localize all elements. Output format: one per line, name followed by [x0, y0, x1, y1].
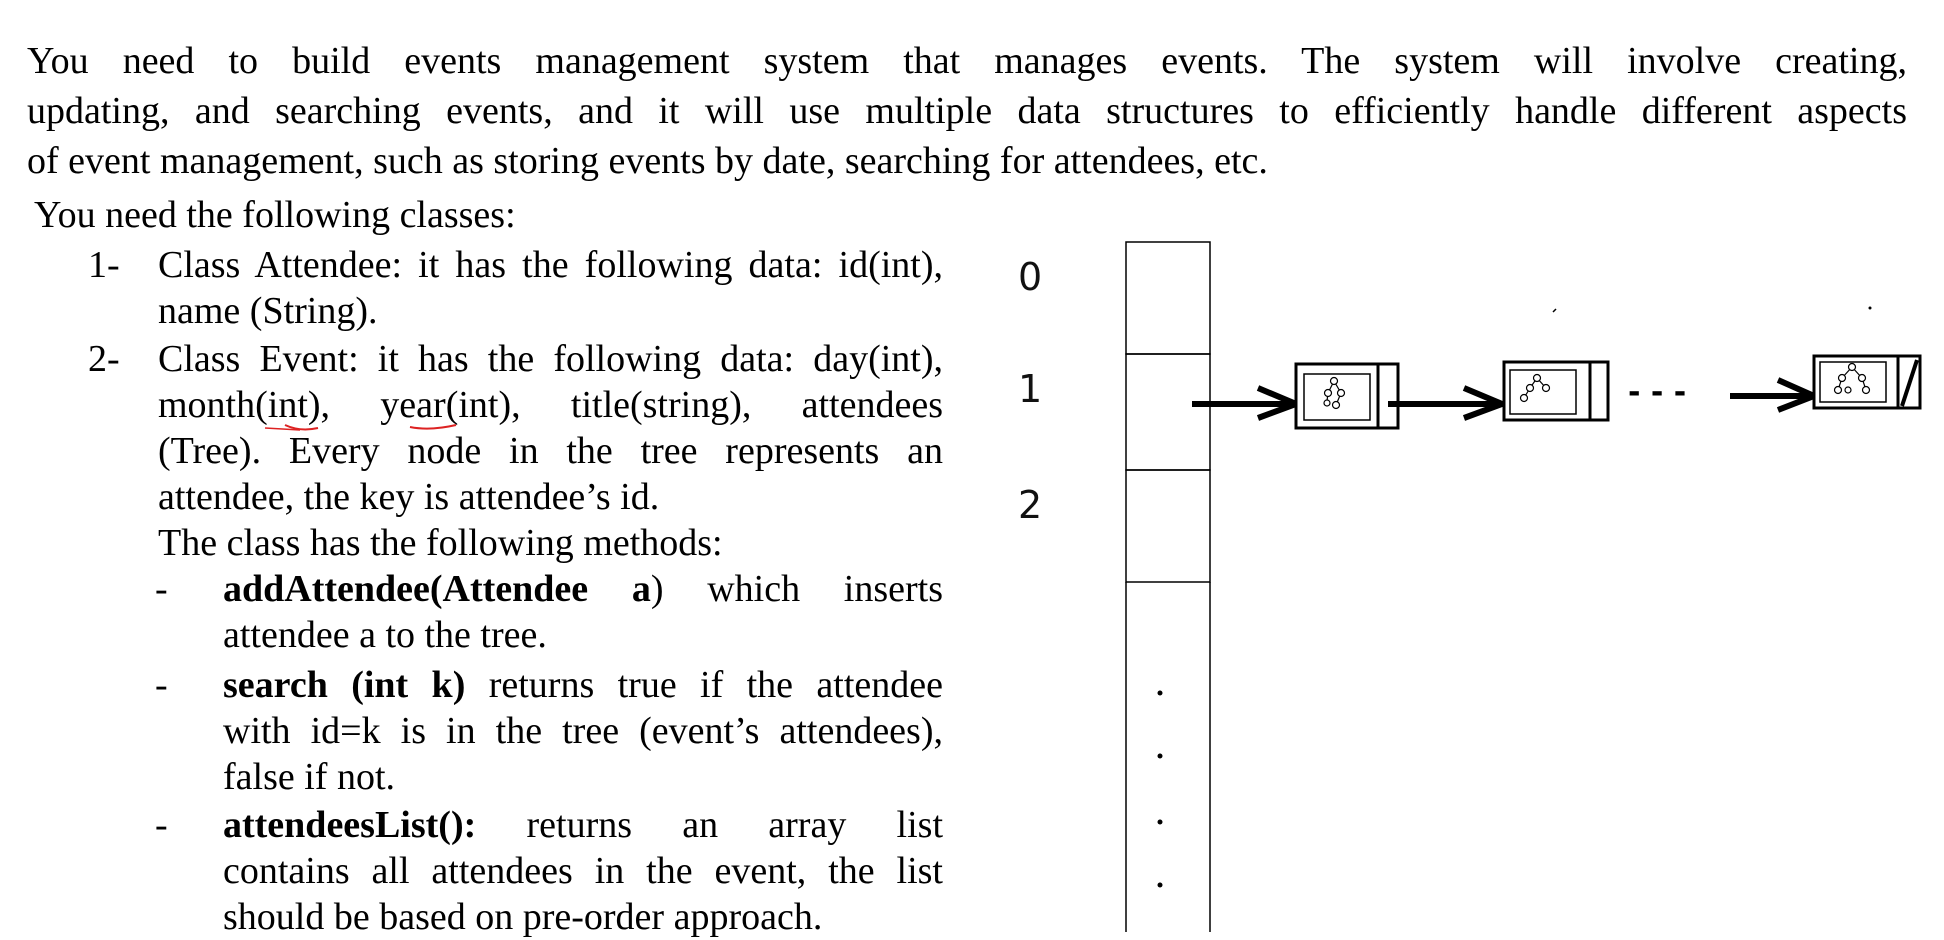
method-signature: addAttendee(Attendee a: [223, 568, 651, 610]
method-desc: ) which inserts: [650, 568, 943, 610]
intro-line: You need to build events management system that manages events. The system will involve creating,: [27, 40, 1907, 82]
classes-lead: You need the following classes:: [34, 194, 516, 236]
arrow-to-node-2: [1388, 388, 1502, 418]
linked-list-node-1: [1296, 364, 1398, 428]
item-line: Class Attendee: it has the following data: id(int),: [158, 244, 943, 286]
array-ellipsis-dots: [1158, 691, 1163, 888]
method-desc: should be based on pre-order approach.: [223, 896, 823, 938]
index-label-2: 2: [1018, 483, 1043, 527]
bullet-dash: -: [155, 664, 168, 706]
index-label-0: 0: [1018, 255, 1043, 299]
item-line: attendee, the key is attendee’s id.: [158, 476, 660, 518]
method-desc: attendee a to the tree.: [223, 614, 547, 656]
method-desc: with id=k is in the tree (event’s attendees),: [223, 710, 943, 752]
method-desc: returns an array list: [476, 804, 943, 846]
red-annotation-mark: [410, 425, 456, 429]
bullet-dash: -: [155, 804, 168, 846]
method-signature: attendeesList():: [223, 804, 477, 846]
item-line: The class has the following methods:: [158, 522, 723, 564]
item-line: (Tree). Every node in the tree represents an: [158, 430, 943, 472]
ellipsis-dot: [1158, 691, 1163, 696]
list-ellipsis: - - -: [1628, 375, 1687, 410]
intro-line: of event management, such as storing events by date, searching for attendees, etc.: [27, 140, 1268, 182]
method-desc: contains all attendees in the event, the list: [223, 850, 943, 892]
array-cell-2: [1126, 470, 1210, 582]
arrow-to-last-node: [1730, 380, 1814, 410]
item-line: month(int), year(int), title(string), attendees: [158, 384, 943, 426]
ellipsis-dot: [1158, 754, 1163, 759]
item-number: 2-: [88, 338, 120, 380]
item-number: 1-: [88, 244, 120, 286]
item-line: name (String).: [158, 290, 378, 332]
linked-list-node-2: [1504, 362, 1608, 420]
array-cell-1: [1126, 354, 1210, 470]
ellipsis-dot: [1158, 883, 1163, 888]
ellipsis-dot: [1158, 820, 1163, 825]
item-line: Class Event: it has the following data: day(int),: [158, 338, 943, 380]
method-desc: returns true if the attendee: [465, 664, 943, 706]
array-column: [1126, 242, 1210, 932]
index-label-1: 1: [1018, 367, 1043, 411]
stray-mark: [1869, 307, 1872, 310]
method-signature: search (int k): [223, 664, 466, 706]
bullet-dash: -: [155, 568, 168, 610]
intro-line: updating, and searching events, and it will use multiple data structures to efficiently handle different aspects: [27, 90, 1907, 132]
linked-list-node-last: [1814, 356, 1920, 408]
arrow-to-node-1: [1192, 388, 1296, 418]
stray-mark: [1553, 309, 1556, 312]
array-cell-0: [1126, 242, 1210, 354]
method-desc: false if not.: [223, 756, 396, 798]
